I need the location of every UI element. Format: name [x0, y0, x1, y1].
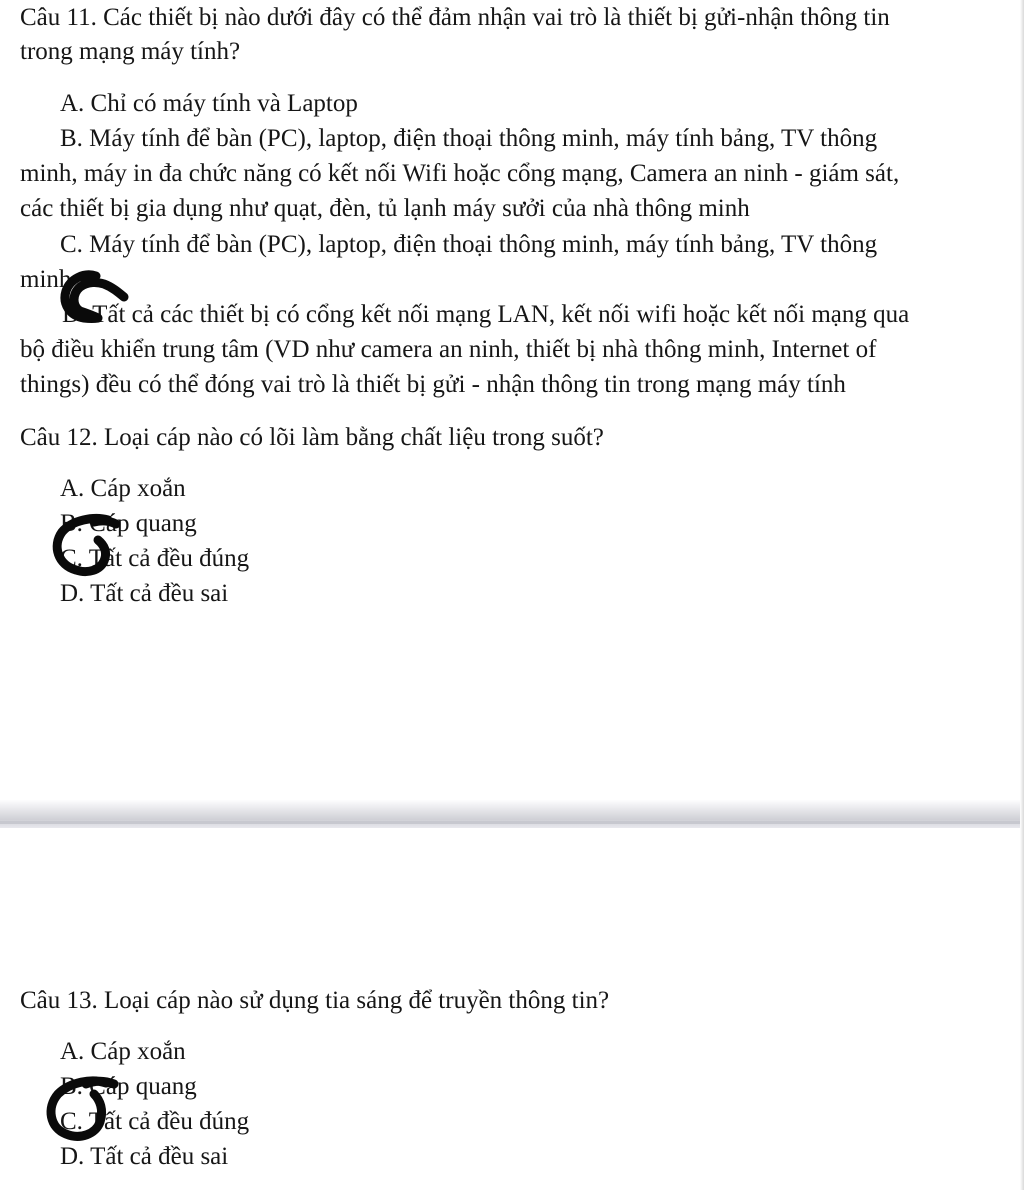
q11-option-b-line-1: B. Máy tính để bàn (PC), laptop, điện thoại thông minh, máy tính bảng, TV thông — [60, 125, 878, 152]
q11-stem-line-2: trong mạng máy tính? — [20, 38, 241, 65]
q11-option-c-line-2: minh — [20, 266, 72, 293]
q13-option-d: D. Tất cả đều sai — [60, 1143, 229, 1170]
scan-edge-shadow — [1020, 0, 1024, 1190]
q11-stem-line-1: Câu 11. Các thiết bị nào dưới đây có thể đảm nhận vai trò là thiết bị gửi-nhận thông tin — [20, 4, 890, 31]
q11-answer-circle — [65, 275, 124, 319]
q11-option-d-line-3: things) đều có thể đóng vai trò là thiết bị gửi - nhận thông tin trong mạng máy tính — [20, 371, 846, 398]
q12-stem: Câu 12. Loại cáp nào có lõi làm bằng chất liệu trong suốt? — [20, 424, 604, 451]
q12-option-b: B. Cáp quang — [60, 510, 197, 537]
q11-option-b-line-2: minh, máy in đa chức năng có kết nối Wifi hoặc cổng mạng, Camera an ninh - giám sát, — [20, 160, 900, 187]
q11-option-b-line-3: các thiết bị gia dụng như quạt, đèn, tủ lạnh máy sưởi của nhà thông minh — [20, 195, 750, 222]
q11-option-a: A. Chỉ có máy tính và Laptop — [60, 90, 358, 117]
q13-option-c: C. Tất cả đều đúng — [60, 1108, 250, 1135]
q11-option-c-line-1: C. Máy tính để bàn (PC), laptop, điện thoại thông minh, máy tính bảng, TV thông — [60, 231, 878, 258]
q12-option-c: C. Tất cả đều đúng — [60, 545, 250, 572]
q11-option-d-line-1: D. Tất cả các thiết bị có cổng kết nối mạng LAN, kết nối wifi hoặc kết nối mạng qua — [62, 301, 910, 328]
q13-option-b: B. Cáp quang — [60, 1073, 197, 1100]
q12-option-a: A. Cáp xoắn — [60, 475, 186, 502]
q13-stem: Câu 13. Loại cáp nào sử dụng tia sáng để truyền thông tin? — [20, 987, 610, 1014]
q13-answer-circle — [51, 1081, 114, 1136]
q11-option-d-line-2: bộ điều khiển trung tâm (VD như camera an ninh, thiết bị nhà thông minh, Internet of — [20, 336, 877, 363]
q13-option-a: A. Cáp xoắn — [60, 1038, 186, 1065]
q12-answer-circle — [57, 519, 116, 572]
q12-option-d: D. Tất cả đều sai — [60, 580, 229, 607]
